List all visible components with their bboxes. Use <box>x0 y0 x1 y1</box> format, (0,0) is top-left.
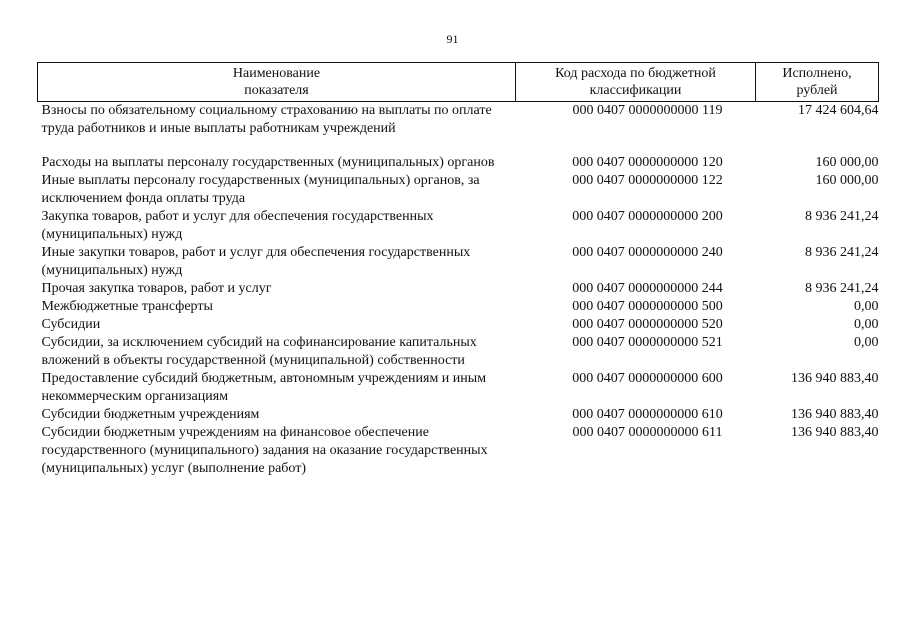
table-row <box>38 244 879 280</box>
row-code: 000 0407 0000000000 240 <box>572 245 723 260</box>
row-name: Иные закупки товаров, работ и услуг для обеспечения государственных (муниципальных) нужд <box>41 245 471 278</box>
budget-table <box>37 62 879 478</box>
row-name: Расходы на выплаты персоналу государственных (муниципальных) органов <box>41 155 495 170</box>
row-sum: 8 936 241,24 <box>805 281 879 296</box>
row-name: Закупка товаров, работ и услуг для обеспечения государственных (муниципальных) нужд <box>41 209 434 242</box>
row-sum: 8 936 241,24 <box>805 245 879 260</box>
table-row <box>38 280 879 298</box>
row-sum: 136 940 883,40 <box>791 425 879 440</box>
row-sum: 160 000,00 <box>815 173 879 188</box>
row-sum: 0,00 <box>854 299 879 314</box>
row-code: 000 0407 0000000000 119 <box>572 103 723 118</box>
row-code: 000 0407 0000000000 244 <box>572 281 723 296</box>
row-sum: 0,00 <box>854 335 879 350</box>
table-row <box>38 406 879 424</box>
header-code-line-1: Код расхода по бюджетной <box>555 66 716 81</box>
table-row <box>38 334 879 370</box>
row-sum: 8 936 241,24 <box>805 209 879 224</box>
header-code <box>516 63 756 102</box>
row-sum: 0,00 <box>854 317 879 332</box>
table-row <box>38 298 879 316</box>
row-code: 000 0407 0000000000 200 <box>572 209 723 224</box>
row-code: 000 0407 0000000000 611 <box>572 425 723 440</box>
row-name: Субсидии бюджетным учреждениям <box>41 407 260 422</box>
header-name-line-2: показателя <box>244 83 309 98</box>
row-code: 000 0407 0000000000 500 <box>572 299 723 314</box>
row-sum: 17 424 604,64 <box>798 103 879 118</box>
table-row <box>38 172 879 208</box>
row-name: Взносы по обязательному социальному страхованию на выплаты по оплате труда работников и иные выплаты работникам учреждений <box>41 103 492 136</box>
table-row <box>38 316 879 334</box>
row-name: Субсидии, за исключением субсидий на софинансирование капитальных вложений в объекты государственной (муниципальной) собственности <box>41 335 477 368</box>
row-sum: 160 000,00 <box>815 155 879 170</box>
row-code: 000 0407 0000000000 520 <box>572 317 723 332</box>
row-code: 000 0407 0000000000 600 <box>572 371 723 386</box>
row-code: 000 0407 0000000000 122 <box>572 173 723 188</box>
row-sum: 136 940 883,40 <box>791 371 879 386</box>
table-header-row <box>38 63 879 102</box>
header-code-line-2: классификации <box>589 83 682 98</box>
row-name: Иные выплаты персоналу государственных (муниципальных) органов, за исключением фонда оплаты труда <box>41 173 480 206</box>
row-spacer <box>38 138 879 154</box>
header-name <box>38 63 516 102</box>
table-row <box>38 208 879 244</box>
table-row <box>38 424 879 478</box>
row-name: Предоставление субсидий бюджетным, автономным учреждениям и иным некоммерческим организациям <box>41 371 487 404</box>
row-name: Субсидии <box>41 317 101 332</box>
row-code: 000 0407 0000000000 120 <box>572 155 723 170</box>
row-name: Межбюджетные трансферты <box>41 299 213 314</box>
row-name: Субсидии бюджетным учреждениям на финансовое обеспечение государственного (муниципального) задания на оказание государственных (муниципальных) услуг (выполнение работ) <box>41 425 488 476</box>
header-sum: Исполнено, рублей <box>756 63 879 102</box>
row-name: Прочая закупка товаров, работ и услуг <box>41 281 272 296</box>
row-sum: 136 940 883,40 <box>791 407 879 422</box>
header-name-line-1: Наименование <box>232 66 321 81</box>
table-row <box>38 154 879 172</box>
table-row <box>38 370 879 406</box>
row-code: 000 0407 0000000000 521 <box>572 335 723 350</box>
table-row <box>38 102 879 139</box>
page-number: 91 <box>446 32 459 46</box>
row-code: 000 0407 0000000000 610 <box>572 407 723 422</box>
